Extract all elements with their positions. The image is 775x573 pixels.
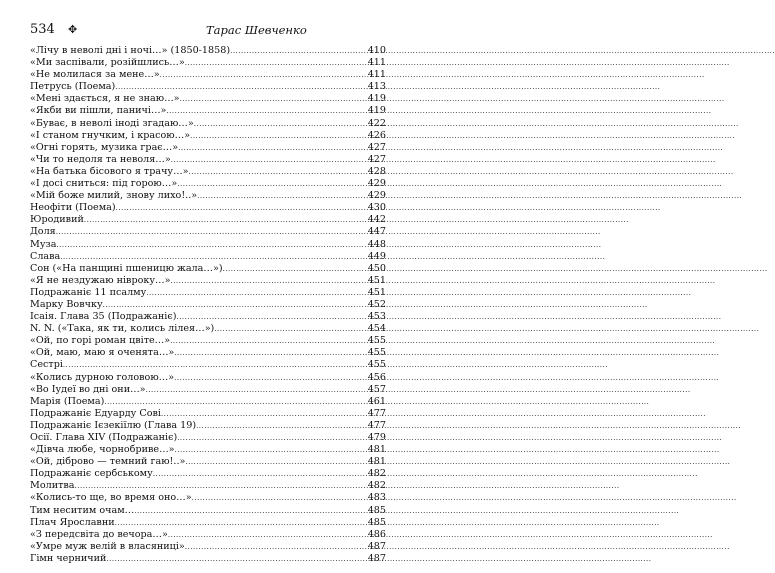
toc-entry-page: 485 xyxy=(367,516,386,528)
toc-entry-page: 430 xyxy=(367,202,386,214)
toc-entry[interactable] xyxy=(30,541,386,553)
toc-entry[interactable] xyxy=(30,456,386,468)
dot-leader xyxy=(161,408,367,420)
toc-entry-title: «Якби ви пішли, паничі…» xyxy=(30,105,167,117)
dot-leader xyxy=(153,468,367,480)
toc-entry-title: Молитва xyxy=(30,480,75,492)
toc-entry[interactable] xyxy=(30,420,386,432)
toc-entry-page: 487 xyxy=(367,540,386,552)
toc-entry-title: «Ой, маю, маю я оченята…» xyxy=(30,347,175,359)
dot-leader xyxy=(214,323,366,335)
toc-entry[interactable] xyxy=(30,57,386,69)
dot-leader xyxy=(177,432,367,444)
toc-entry[interactable] xyxy=(30,154,386,166)
table-of-contents xyxy=(30,45,386,565)
toc-entry-title: «Умре муж велій в власяниці» xyxy=(30,540,185,552)
toc-entry-title: «Лічу в неволі дні і ночі…» (1850-1858) xyxy=(30,45,231,56)
toc-entry-page: 428 xyxy=(367,165,386,177)
toc-entry-title: «Ми заспівали, розійшлись…» xyxy=(30,57,185,69)
toc-entry-page: 426 xyxy=(367,129,386,141)
dot-leader xyxy=(146,384,367,396)
toc-entry[interactable] xyxy=(30,178,386,190)
toc-entry-page: 483 xyxy=(367,492,386,504)
toc-entry-page: 448 xyxy=(367,238,386,250)
toc-entry-title: Марія (Поема) xyxy=(30,395,105,407)
dot-leader xyxy=(192,492,367,504)
dot-leader xyxy=(56,239,366,251)
page-header xyxy=(30,22,386,40)
toc-entry-page: 413 xyxy=(367,81,386,93)
dot-leader xyxy=(174,347,366,359)
toc-entry[interactable] xyxy=(30,275,386,287)
toc-entry-title: «Мій боже милий, знову лихо!..» xyxy=(30,190,198,202)
page-number: 534 xyxy=(30,22,55,37)
toc-entry-page: 429 xyxy=(367,178,386,190)
dot-leader xyxy=(176,311,366,323)
toc-entry-page: 482 xyxy=(367,468,386,480)
toc-entry[interactable] xyxy=(30,202,386,214)
toc-entry-title: Слава xyxy=(30,250,61,262)
dot-leader xyxy=(170,275,366,287)
toc-entry-title: Доля xyxy=(30,226,56,238)
toc-entry-title: Тим неситим очам… xyxy=(30,504,135,516)
toc-entry-title: Сон («На панщині пшеницю жала…») xyxy=(30,262,223,274)
toc-entry-page: 419 xyxy=(367,105,386,117)
toc-entry-title: «Колись-то ще, во время оно…» xyxy=(30,492,192,504)
toc-entry[interactable] xyxy=(30,323,386,335)
toc-entry[interactable] xyxy=(30,347,386,359)
toc-entry[interactable] xyxy=(30,432,386,444)
running-title: Тарас Шевченко xyxy=(206,23,307,37)
toc-entry-page: 487 xyxy=(367,552,386,564)
toc-entry[interactable] xyxy=(30,396,386,408)
toc-entry[interactable] xyxy=(30,93,386,105)
toc-entry[interactable] xyxy=(30,408,386,420)
toc-entry[interactable] xyxy=(30,226,386,238)
toc-entry-page: 427 xyxy=(367,141,386,153)
toc-entry-title: «І станом гнучким, і красою…» xyxy=(30,129,191,141)
toc-entry-title: Плач Ярославни xyxy=(30,516,115,528)
dot-leader xyxy=(146,287,366,299)
dot-leader xyxy=(56,226,367,238)
dot-leader xyxy=(178,142,367,154)
toc-entry-page: 461 xyxy=(367,395,386,407)
toc-entry-title: Осії. Глава XIV (Подражаніє) xyxy=(30,432,178,443)
toc-entry-page: 455 xyxy=(367,335,386,347)
toc-entry-title: Сестрі xyxy=(30,359,63,371)
toc-entry-page: 479 xyxy=(367,432,386,443)
toc-entry-title: «Огні горять, музика грає…» xyxy=(30,141,179,153)
toc-entry-title: «Не молилася за мене…» xyxy=(30,69,160,81)
toc-entry-title: «Дівча любе, чорнобриве…» xyxy=(30,444,175,456)
toc-entry-title: «З передсвіта до вечора…» xyxy=(30,528,168,540)
dot-leader xyxy=(189,166,367,178)
toc-entry[interactable] xyxy=(30,492,386,504)
dot-leader xyxy=(104,396,366,408)
toc-entry[interactable] xyxy=(30,359,386,371)
dot-leader xyxy=(60,251,366,263)
toc-entry[interactable] xyxy=(30,251,386,263)
toc-entry-title: Подражаніє Едуарду Сові xyxy=(30,407,161,419)
toc-entry-title: Гімн черничий xyxy=(30,552,107,564)
toc-entry-page: 449 xyxy=(367,250,386,262)
toc-entry-title: Петрусь (Поема) xyxy=(30,81,116,93)
toc-entry-page: 427 xyxy=(367,153,386,165)
dot-leader xyxy=(190,130,367,142)
toc-entry[interactable] xyxy=(30,553,386,565)
dot-leader xyxy=(174,372,367,384)
toc-entry[interactable] xyxy=(30,118,386,130)
dot-leader xyxy=(194,118,367,130)
dot-leader xyxy=(106,553,366,565)
dot-leader xyxy=(185,541,367,553)
ornament-icon: ✥ xyxy=(68,23,78,36)
toc-entry-page: 451 xyxy=(367,274,386,286)
toc-entry[interactable] xyxy=(30,480,386,492)
dot-leader xyxy=(175,444,367,456)
toc-entry-title: Марку Вовчку xyxy=(30,298,103,310)
toc-entry-title: Муза xyxy=(30,238,57,250)
toc-entry-page: 481 xyxy=(367,456,386,468)
toc-entry[interactable] xyxy=(30,263,386,275)
dot-leader xyxy=(185,57,367,69)
toc-entry[interactable] xyxy=(30,517,386,529)
toc-entry-page: 411 xyxy=(367,69,386,81)
toc-entry-page: 486 xyxy=(367,528,386,540)
toc-entry-page: 455 xyxy=(367,347,386,359)
dot-leader xyxy=(197,190,367,202)
toc-entry[interactable] xyxy=(30,190,386,202)
toc-entry-title: «Чи то недоля та неволя…» xyxy=(30,153,171,165)
toc-entry-title: «Ой, діброво — темний гаю!..» xyxy=(30,456,186,468)
toc-entry-title: Ісаія. Глава 35 (Подражаніє) xyxy=(30,311,177,323)
dot-leader xyxy=(75,480,367,492)
toc-entry-page: 422 xyxy=(367,117,386,129)
toc-entry-page: 452 xyxy=(367,298,386,310)
toc-entry-title: «Буває, в неволі іноді згадаю…» xyxy=(30,117,194,129)
toc-entry-title: «Ой, по горі роман цвіте…» xyxy=(30,335,171,347)
toc-entry[interactable] xyxy=(30,299,386,311)
dot-leader xyxy=(223,263,367,275)
toc-entry-title: «Колись дурною головою…» xyxy=(30,371,175,383)
toc-entry-title: Подражаніє 11 псалму xyxy=(30,286,147,298)
dot-leader xyxy=(166,105,366,117)
dot-leader xyxy=(116,202,367,214)
dot-leader xyxy=(115,81,366,93)
dot-leader xyxy=(168,529,367,541)
dot-leader xyxy=(115,517,367,529)
toc-entry-title: N. N. («Така, як ти, колись лілея…») xyxy=(30,323,215,335)
toc-entry-page: 477 xyxy=(367,419,386,431)
toc-entry-page: 447 xyxy=(367,226,386,238)
dot-leader xyxy=(63,359,367,371)
toc-entry[interactable] xyxy=(30,335,386,347)
toc-entry[interactable] xyxy=(30,468,386,480)
dot-leader xyxy=(170,335,367,347)
toc-entry[interactable] xyxy=(30,384,386,396)
toc-entry-page: 482 xyxy=(367,480,386,492)
toc-entry-page: 485 xyxy=(367,504,386,516)
toc-entry-page: 450 xyxy=(367,262,386,274)
toc-entry-title: «На батька бісового я трачу…» xyxy=(30,165,189,177)
toc-entry[interactable] xyxy=(30,311,386,323)
toc-entry-page: 457 xyxy=(367,383,386,395)
dot-leader xyxy=(160,69,367,81)
toc-entry-page: 410 xyxy=(367,45,386,56)
dot-leader xyxy=(103,299,367,311)
dot-leader xyxy=(84,214,367,226)
toc-entry-page: 454 xyxy=(367,323,386,335)
toc-entry[interactable] xyxy=(30,69,386,81)
toc-entry-page: 456 xyxy=(367,371,386,383)
toc-entry-page: 477 xyxy=(367,407,386,419)
toc-entry[interactable] xyxy=(30,529,386,541)
toc-entry-page: 442 xyxy=(367,214,386,226)
dot-leader xyxy=(134,505,366,517)
dot-leader xyxy=(171,154,367,166)
toc-entry-page: 455 xyxy=(367,359,386,371)
toc-entry[interactable] xyxy=(30,142,386,154)
toc-entry-page: 419 xyxy=(367,93,386,105)
toc-entry-title: «І досі сниться: під горою…» xyxy=(30,178,178,190)
toc-entry-title: Подражаніє Ієзекіїлю (Глава 19) xyxy=(30,419,197,431)
toc-entry[interactable] xyxy=(30,372,386,384)
dot-leader xyxy=(180,93,367,105)
toc-entry-title: Подражаніє сербському xyxy=(30,468,153,480)
toc-entry[interactable] xyxy=(30,239,386,251)
dot-leader xyxy=(185,456,366,468)
toc-entry-title: «Я не нездужаю нівроку…» xyxy=(30,274,171,286)
toc-entry-page: 411 xyxy=(367,57,386,69)
toc-entry-page: 481 xyxy=(367,444,386,456)
toc-entry-title: «Мені здається, я не знаю…» xyxy=(30,93,180,105)
dot-leader xyxy=(230,45,367,57)
toc-entry[interactable] xyxy=(30,287,386,299)
toc-entry-page: 451 xyxy=(367,286,386,298)
toc-entry-page: 453 xyxy=(367,311,386,323)
toc-entry-title: «Во Іудеї во дні они…» xyxy=(30,383,146,395)
toc-entry-page: 429 xyxy=(367,190,386,202)
toc-entry[interactable] xyxy=(30,45,386,57)
dot-leader xyxy=(177,178,366,190)
toc-entry-title: Юродивий xyxy=(30,214,84,226)
dot-leader xyxy=(196,420,367,432)
toc-entry[interactable] xyxy=(30,130,386,142)
toc-entry[interactable] xyxy=(30,81,386,93)
toc-entry[interactable] xyxy=(30,444,386,456)
toc-entry[interactable] xyxy=(30,105,386,117)
toc-entry-title: Неофіти (Поема) xyxy=(30,202,116,214)
toc-entry[interactable] xyxy=(30,214,386,226)
toc-entry[interactable] xyxy=(30,505,386,517)
toc-entry[interactable] xyxy=(30,166,386,178)
